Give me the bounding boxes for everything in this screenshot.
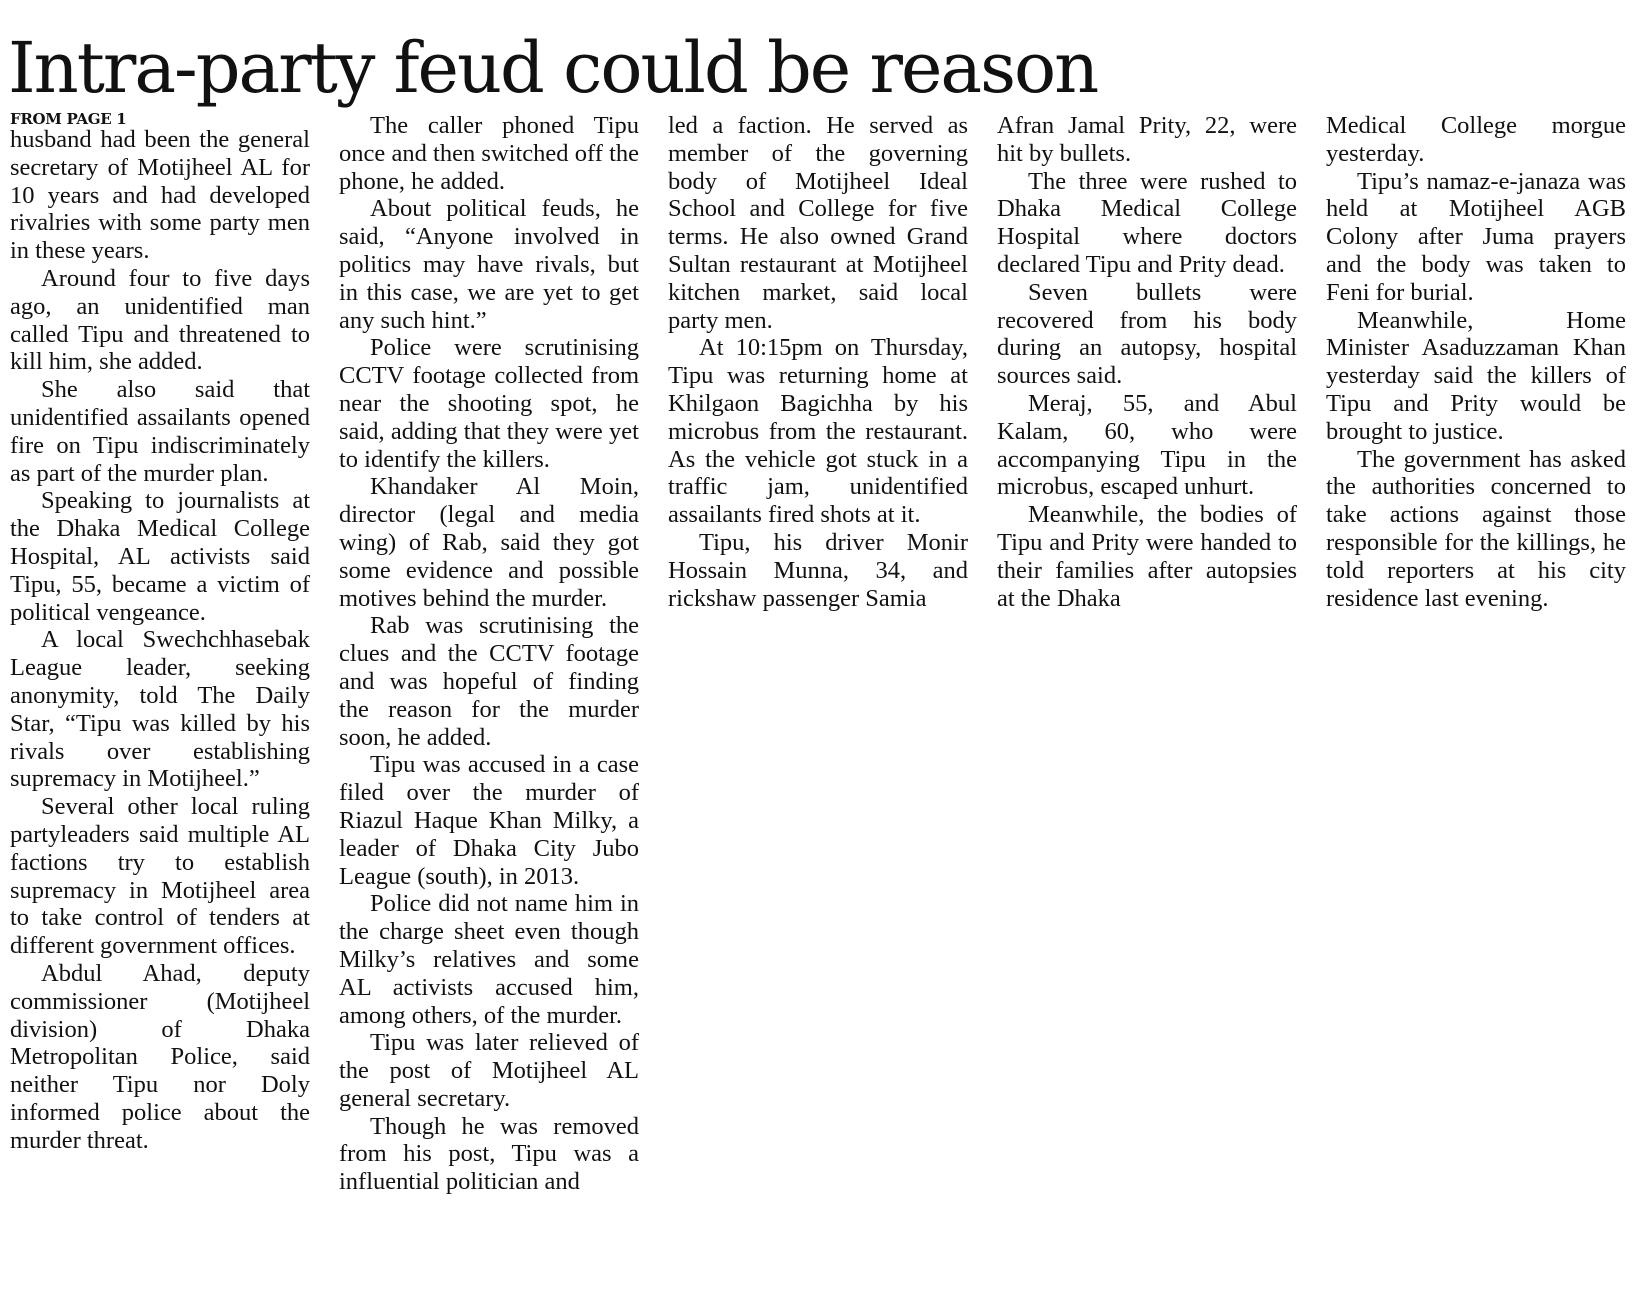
paragraph: Rab was scrutinising the clues and the CCTV footage and was hopeful of finding the reason for the murder soon, he added. [339, 612, 639, 751]
article-column-5 [1326, 112, 1626, 612]
paragraph: Seven bullets were recovered from his body during an autopsy, hospital sources said. [997, 278, 1297, 390]
paragraph: Speaking to journalists at the Dhaka Medical College Hospital, AL activists said Tipu, 55, became a victim of political vengeance. [10, 487, 310, 626]
paragraph: Meanwhile, the bodies of Tipu and Prity were handed to their families after autopsies at the Dhaka [997, 501, 1297, 612]
paragraph: Tipu was later relieved of the post of Motijheel AL general secretary. [339, 1029, 639, 1112]
article-column-4 [997, 112, 1297, 612]
paragraph: Police were scrutinising CCTV footage collected from near the shooting spot, he said, adding that they were yet to identify the killers. [339, 334, 639, 473]
paragraph: Police did not name him in the charge sheet even though Milky’s relatives and some AL activists accused him, among others, of the murder. [339, 890, 639, 1029]
paragraph: She also said that unidentified assailants opened fire on Tipu indiscriminately as part of the murder plan. [10, 376, 310, 487]
paragraph: led a faction. He served as member of the governing body of Motijheel Ideal School and College for five terms. He also owned Grand Sultan restaurant at Motijheel kitchen market, said local party men. [668, 112, 968, 334]
paragraph: Meraj, 55, and Abul Kalam, 60, who were accompanying Tipu in the microbus, escaped unhurt. [997, 389, 1297, 501]
paragraph: Abdul Ahad, deputy commissioner (Motijheel division) of Dhaka Metropolitan Police, said neither Tipu nor Doly informed police about the murder threat. [10, 959, 310, 1154]
paragraph: husband had been the general secretary of Motijheel AL for 10 years and had developed rivalries with some party men in these years. [10, 126, 310, 265]
article-column-3 [668, 112, 968, 612]
article-column-2 [339, 112, 639, 1196]
paragraph: The caller phoned Tipu once and then switched off the phone, he added. [339, 112, 639, 195]
paragraph: Tipu, his driver Monir Hossain Munna, 34, and rickshaw passenger Samia [668, 528, 968, 612]
continuation-kicker: FROM PAGE 1 [10, 110, 127, 128]
paragraph: The three were rushed to Dhaka Medical College Hospital where doctors declared Tipu and Prity dead. [997, 167, 1297, 278]
article-column-1 [10, 112, 310, 1154]
paragraph: Around four to five days ago, an unidentified man called Tipu and threatened to kill him, she added. [10, 264, 310, 376]
paragraph: Tipu’s namaz-e-janaza was held at Motijheel AGB Colony after Juma prayers and the body was taken to Feni for burial. [1326, 167, 1626, 306]
paragraph: Tipu was accused in a case filed over the murder of Riazul Haque Khan Milky, a leader of Dhaka City Jubo League (south), in 2013. [339, 751, 639, 890]
headline: Intra-party feud could be reason [8, 27, 1098, 109]
paragraph: Meanwhile, Home Minister Asaduzzaman Khan yesterday said the killers of Tipu and Prity would be brought to justice. [1326, 306, 1626, 445]
paragraph: The government has asked the authorities concerned to take actions against those responsible for the killings, he told reporters at his city residence last evening. [1326, 445, 1626, 612]
paragraph: At 10:15pm on Thursday, Tipu was returning home at Khilgaon Bagichha by his microbus from the restaurant. As the vehicle got stuck in a traffic jam, unidentified assailants fired shots at it. [668, 334, 968, 529]
paragraph: Though he was removed from his post, Tipu was a influential politician and [339, 1112, 639, 1196]
paragraph: Khandaker Al Moin, director (legal and media wing) of Rab, said they got some evidence and possible motives behind the murder. [339, 473, 639, 612]
paragraph: Medical College morgue yesterday. [1326, 112, 1626, 167]
paragraph: Several other local ruling partyleaders said multiple AL factions try to establish supremacy in Motijheel area to take control of tenders at different government offices. [10, 793, 310, 960]
paragraph: Afran Jamal Prity, 22, were hit by bullets. [997, 112, 1297, 167]
paragraph: A local Swechchhasebak League leader, seeking anonymity, told The Daily Star, “Tipu was killed by his rivals over establishing supremacy in Motijheel.” [10, 626, 310, 793]
article-body [10, 112, 1624, 1282]
paragraph: About political feuds, he said, “Anyone involved in politics may have rivals, but in this case, we are yet to get any such hint.” [339, 195, 639, 334]
